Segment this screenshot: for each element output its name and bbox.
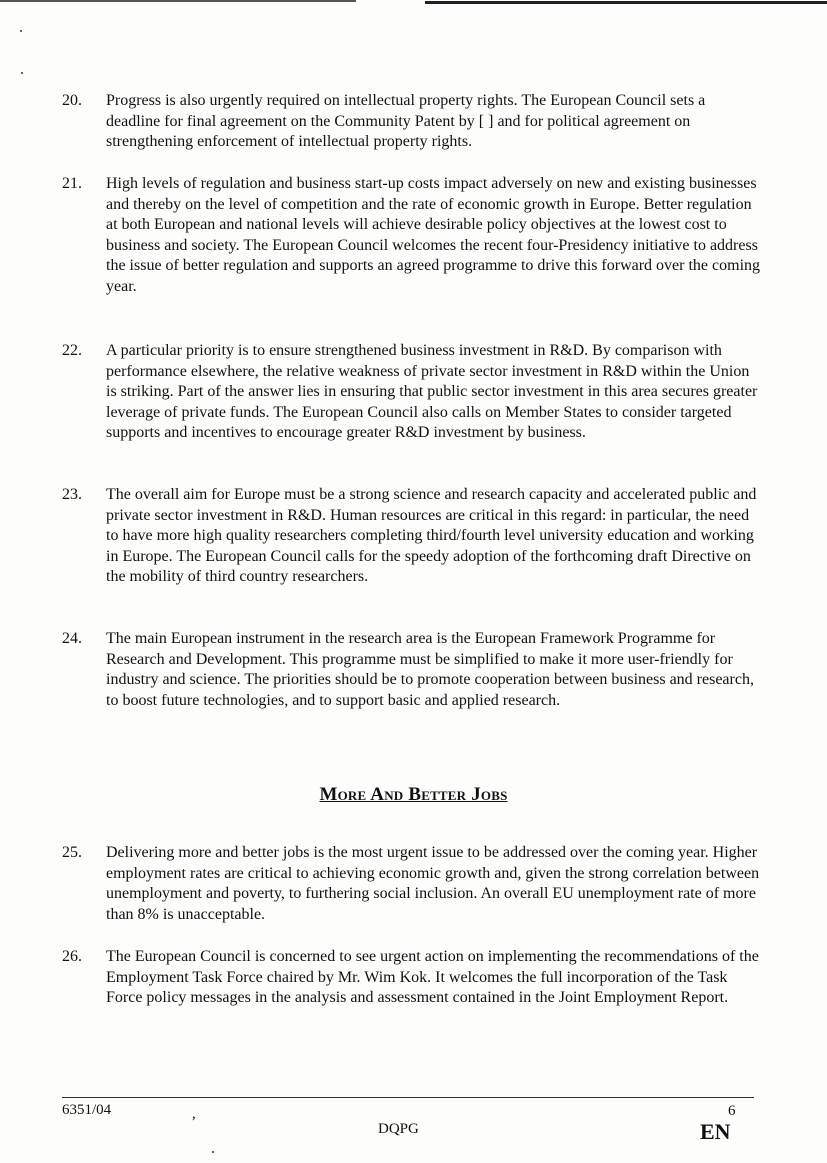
footer-mark: , (192, 1106, 196, 1122)
paragraph-number: 26. (62, 948, 82, 965)
scan-speck (20, 30, 22, 32)
page-number: 6 (728, 1103, 736, 1119)
paragraph-26 (62, 947, 762, 1009)
department-code: DQPG (378, 1121, 419, 1137)
footer-rule (62, 1097, 754, 1098)
paragraph-number: 20. (62, 92, 82, 109)
paragraph-number: 23. (62, 486, 82, 503)
scan-speck (212, 1151, 214, 1153)
paragraph-21 (62, 174, 762, 298)
paragraph-number: 24. (62, 630, 82, 647)
top-rule-left (0, 0, 356, 2)
paragraph-20 (62, 91, 762, 153)
paragraph-22 (62, 341, 762, 444)
top-rule-right (425, 1, 827, 4)
paragraph-text: The main European instrument in the research area is the European Framework Programme for Research and Development. This programme must be simplified to make it more user-friendly for industry and science. The priorities should be to promote cooperation between business and research, to boost future technologies, and to support basic and applied research. (106, 630, 754, 709)
paragraph-number: 25. (62, 844, 82, 861)
scan-speck (21, 72, 23, 74)
language-code: EN (700, 1119, 731, 1144)
paragraph-text: The European Council is concerned to see urgent action on implementing the recommendations of the Employment Task Force chaired by Mr. Wim Kok. It welcomes the full incorporation of the Task Force policy messages in the analysis and assessment contained in the Joint Employment Report. (106, 948, 759, 1007)
paragraph-text: High levels of regulation and business start-up costs impact adversely on new and existing businesses and thereby on the level of competition and the rate of economic growth in Europe. Better regulation at both European and national levels will achieve desirable policy objectives at the lowest cost to business and society. The European Council welcomes the recent four-Presidency initiative to address the issue of better regulation and supports an agreed programme to drive this forward over the coming year. (106, 175, 761, 295)
paragraph-23 (62, 485, 762, 588)
paragraph-number: 21. (62, 175, 82, 192)
paragraph-25 (62, 843, 762, 925)
paragraph-text: A particular priority is to ensure strengthened business investment in R&D. By comparison with performance elsewhere, the relative weakness of private sector investment in R&D within the Union is striking. Part of the answer lies in ensuring that public sector investment in this area secures greater leverage of private funds. The European Council also calls on Member States to consider targeted supports and incentives to encourage greater R&D investment by business. (106, 342, 758, 442)
section-heading: More And Better Jobs (319, 784, 508, 805)
paragraph-text: Delivering more and better jobs is the most urgent issue to be addressed over the coming year. Higher employment rates are critical to achieving economic growth and, given the strong correlation between unemployment and poverty, to furthering social inclusion. An overall EU unemployment rate of more than 8% is unacceptable. (106, 844, 760, 923)
paragraph-24 (62, 629, 762, 711)
document-reference: 6351/04 (62, 1102, 112, 1118)
paragraph-number: 22. (62, 342, 82, 359)
paragraph-text: Progress is also urgently required on intellectual property rights. The European Council sets a deadline for final agreement on the Community Patent by [ ] and for political agreement on strengthening enforcement of intellectual property rights. (106, 92, 706, 151)
paragraph-text: The overall aim for Europe must be a strong science and research capacity and accelerated public and private sector investment in R&D. Human resources are critical in this regard: in particular, the need to have more high quality researchers completing third/fourth level university education and working in Europe. The European Council calls for the speedy adoption of the forthcoming draft Directive on the mobility of third country researchers. (106, 486, 757, 586)
